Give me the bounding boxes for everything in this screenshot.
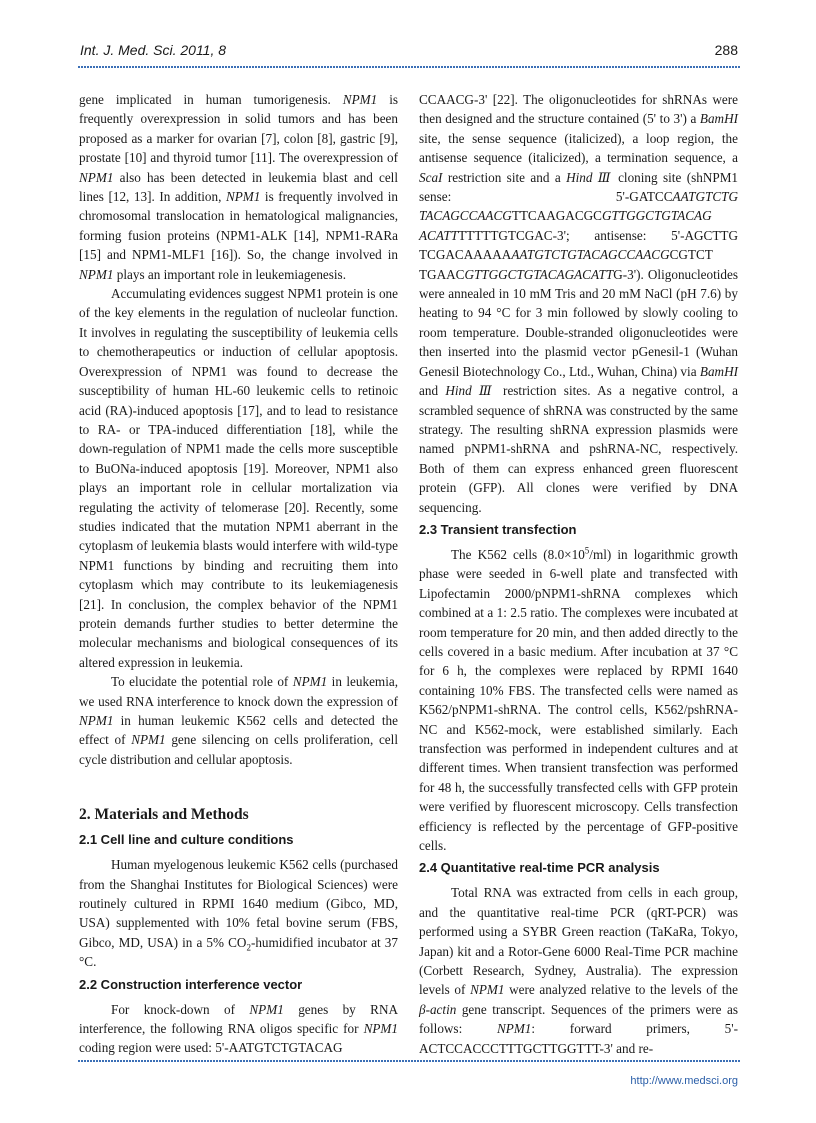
subsection-heading-2-3: 2.3 Transient transfection [419, 521, 577, 537]
paragraph-qpcr: Total RNA was extracted from cells in each group, and the quantitative real-time PCR (qRT-PCR) was performed using a SYBR Green reaction (TaKaRa, Tokyo, Japan) kit and a Rotor-Gene 6000 Real-Time PCR machine (Corbett Research, Sydney, Australia). The expression levels of NPM1 were analyzed relative to the levels of the β-actin gene transcript. Sequences of the primers were as follows: NPM1: forward primers, 5'-ACTCCACCCTTTGCTTGGTTT-3' and re- [419, 885, 738, 1056]
subsection-heading-2-4: 2.4 Quantitative real-time PCR analysis [419, 860, 660, 876]
footer-url-link[interactable]: http://www.medsci.org [630, 1075, 738, 1087]
subsection-heading-2-1: 2.1 Cell line and culture conditions [79, 832, 294, 848]
paragraph-intro-2: Accumulating evidences suggest NPM1 protein is one of the key elements in the regulation of nucleolar function. It involves in regulating the susceptibility of leukemia cells to chemotherapeutics or induction of cellular apoptosis. Overexpression of NPM1 was found to decrease the susceptibility of human HL-60 leukemic cells to retinoic acid (RA)-induced apoptosis [17], and to lead to resistance to RA- or TPA-induced differentiation [18], while the down-regulation of NPM1 made the cells more susceptible to BuONa-induced apoptosis [19]. Moreover, NPM1 also plays an important role in cellular mortalization via regulating the activity of telomerase [20]. Recently, some studies indicated that the mutation NPM1 aberrant in the cytoplasm of leukemia blasts would interfere with wild-type NPM1 functions by binding and recruiting them into cytoplasm which may contribute to its leukemiagenesis [21]. In conclusion, the complex behavior of the NPM1 protein demands further studies to better determine the molecular mechanisms and biological consequences of its altered expression in leukemia. [79, 286, 398, 670]
footer-divider [78, 1060, 740, 1062]
paragraph-intro-3: To elucidate the potential role of NPM1 in leukemia, we used RNA interference to knock down the expression of NPM1 in human leukemic K562 cells and detected the effect of NPM1 gene silencing on cells proliferation, cell cycle distribution and cellular apoptosis. [79, 674, 399, 767]
paragraph-cell-culture: Human myelogenous leukemic K562 cells (purchased from the Shanghai Institutes for Biological Sciences) were routinely cultured in RPMI 1640 medium (Gibco, MD, USA) supplemented with 10% fetal bovine serum (FBS, Gibco, MD, USA) in a 5% $CO_2$-humidified incubator at 37 °C. [79, 857, 398, 970]
page-number: 288 [714, 42, 738, 58]
paragraph-intro-1: gene implicated in human tumorigenesis. NPM1 is frequently overexpression in solid tumors and has been proposed as a marker for ovarian [7], colon [8], gastric [9], prostate [10] and thyroid tumor [11]. The overexpression of NPM1 also has been detected in leukemia blast and cell lines [12, 13]. In addition, NPM1 is frequently involved in chromosomal translocation in hematological malignancies, forming fusion proteins (NPM1-ALK [14], NPM1-RARa [15] and NPM1-MLF1 [16]). So, the change involved in NPM1 plays an important role in leukemiagenesis. [79, 92, 398, 282]
paragraph-oligos: CCAACG-3' [22]. The oligonucleotides for shRNAs were then designed and the structure contained (5' to 3') a BamHI site, the sense sequence (italicized), a loop region, the antisense sequence (italicized), a termination sequence, a ScaI restriction site and a Hind Ⅲ cloning site (shNPM1 sense: 5'-GATCCAATGTCTG TACAGCCAACGTTCAAGACGCGTTGGCTGTACAG ACATTTTTTTGTCGAC-3'; antisense: 5'-AGCTTG TCGACAAAAAAATGTCTGTACAGCCAACGCGTCT TGAACGTTGGCTGTACAGACATTG-3'). Oligonucleotides were annealed in 10 mM Tris and 20 mM NaCl (pH 7.6) by heating to 94 °C for 3 min followed by slowly cooling to room temperature. Double-stranded oligonucleotides were then inserted into the plasmid vector pGenesil-1 (Wuhan Genesil Biotechnology Co., Ltd., Wuhan, China) via BamHI and Hind Ⅲ restriction sites. As a negative control, a scrambled sequence of shRNA was constructed by the same strategy. The resulting shRNA expression plasmids were named pNPM1-shRNA and pshRNA-NC, respectively. Both of them can express enhanced green fluorescent protein (GFP). All clones were verified by DNA sequencing. [419, 92, 739, 515]
left-column [79, 90, 398, 1058]
paragraph-transfection: The K562 cells $(8.0\times 10^5/ml)$ in logarithmic growth phase were seeded in 6-well plate and transfected with Lipofectamin 2000/pNPM1-shRNA complexes which combined at a 1: 2.5 ratio. The complexes were incubated at room temperature for 20 min, and then added directly to the cells covered in a basic medium. After incubation at 37 °C for 6 h, the complexes were replaced by RPMI 1640 containing 10% FBS. The transfected cells were named as K562/pNPM1-shRNA. The control cells, K562/pshRNA-NC and K562-mock, were established similarly. Each transfection was performed in independent cultures and at different times. When transient transfection was performed for 48 h, the successfully transfected cells with GFP protein were verified by fluorescent microscopy. Cells transfection efficiency is reflected by the percentage of GFP-positive cells. [419, 545, 738, 854]
subsection-heading-2-2: 2.2 Construction interference vector [79, 976, 303, 992]
journal-header: Int. J. Med. Sci. 2011, 8 [80, 42, 227, 58]
header-divider [78, 66, 740, 68]
paragraph-vector: For knock-down of NPM1 genes by RNA interference, the following RNA oligos specific for NPM1 coding region were used: 5'-AATGTCTGTACAG [79, 1001, 399, 1056]
section-heading-methods: 2. Materials and Methods [79, 806, 249, 824]
right-column [419, 90, 738, 1058]
